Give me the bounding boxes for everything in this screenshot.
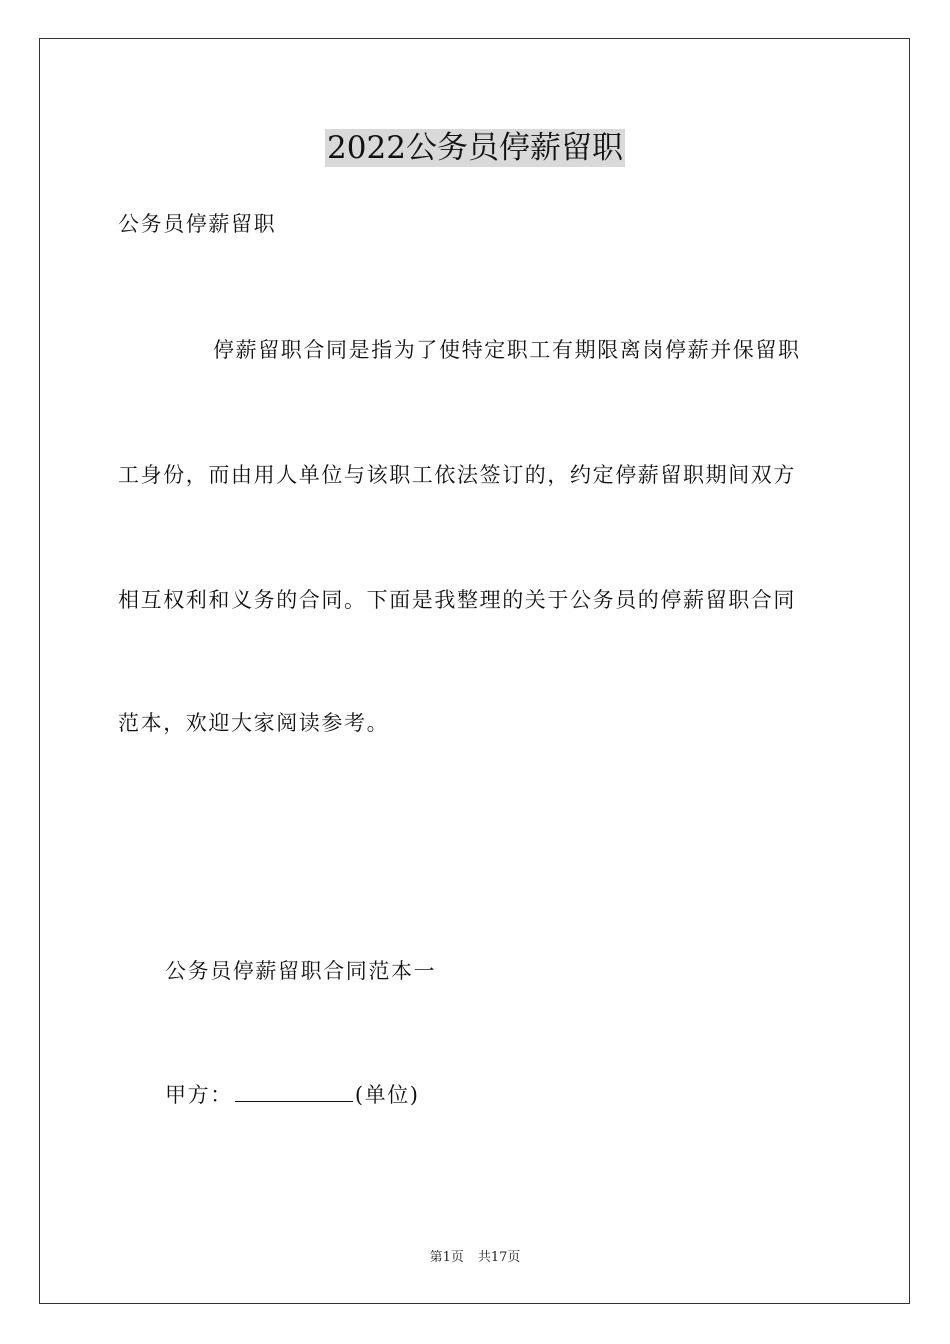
party-a-blank-field	[235, 1081, 353, 1102]
footer-page-total: 共17页	[477, 1250, 521, 1265]
party-a-label: 甲方：	[165, 1083, 233, 1107]
party-a-suffix: (单位)	[354, 1083, 420, 1107]
section-title: 公务员停薪留职合同范本一	[165, 959, 437, 983]
paragraph-line: 工身份，而由用人单位与该职工依法签订的，约定停薪留职期间双方	[118, 463, 796, 487]
paragraph-line: 相互权利和义务的合同。下面是我整理的关于公务员的停薪留职合同	[118, 588, 796, 612]
document-title-wrapper	[0, 128, 950, 173]
page-footer	[0, 1249, 950, 1267]
party-a-line	[165, 1081, 420, 1109]
footer-page-current: 第1页	[429, 1250, 464, 1265]
paragraph-line: 范本，欢迎大家阅读参考。	[118, 711, 390, 735]
document-subtitle: 公务员停薪留职	[118, 212, 277, 236]
document-title: 2022公务员停薪留职	[327, 130, 623, 166]
paragraph-line: 停薪留职合同是指为了使特定职工有期限离岗停薪并保留职	[213, 338, 801, 362]
